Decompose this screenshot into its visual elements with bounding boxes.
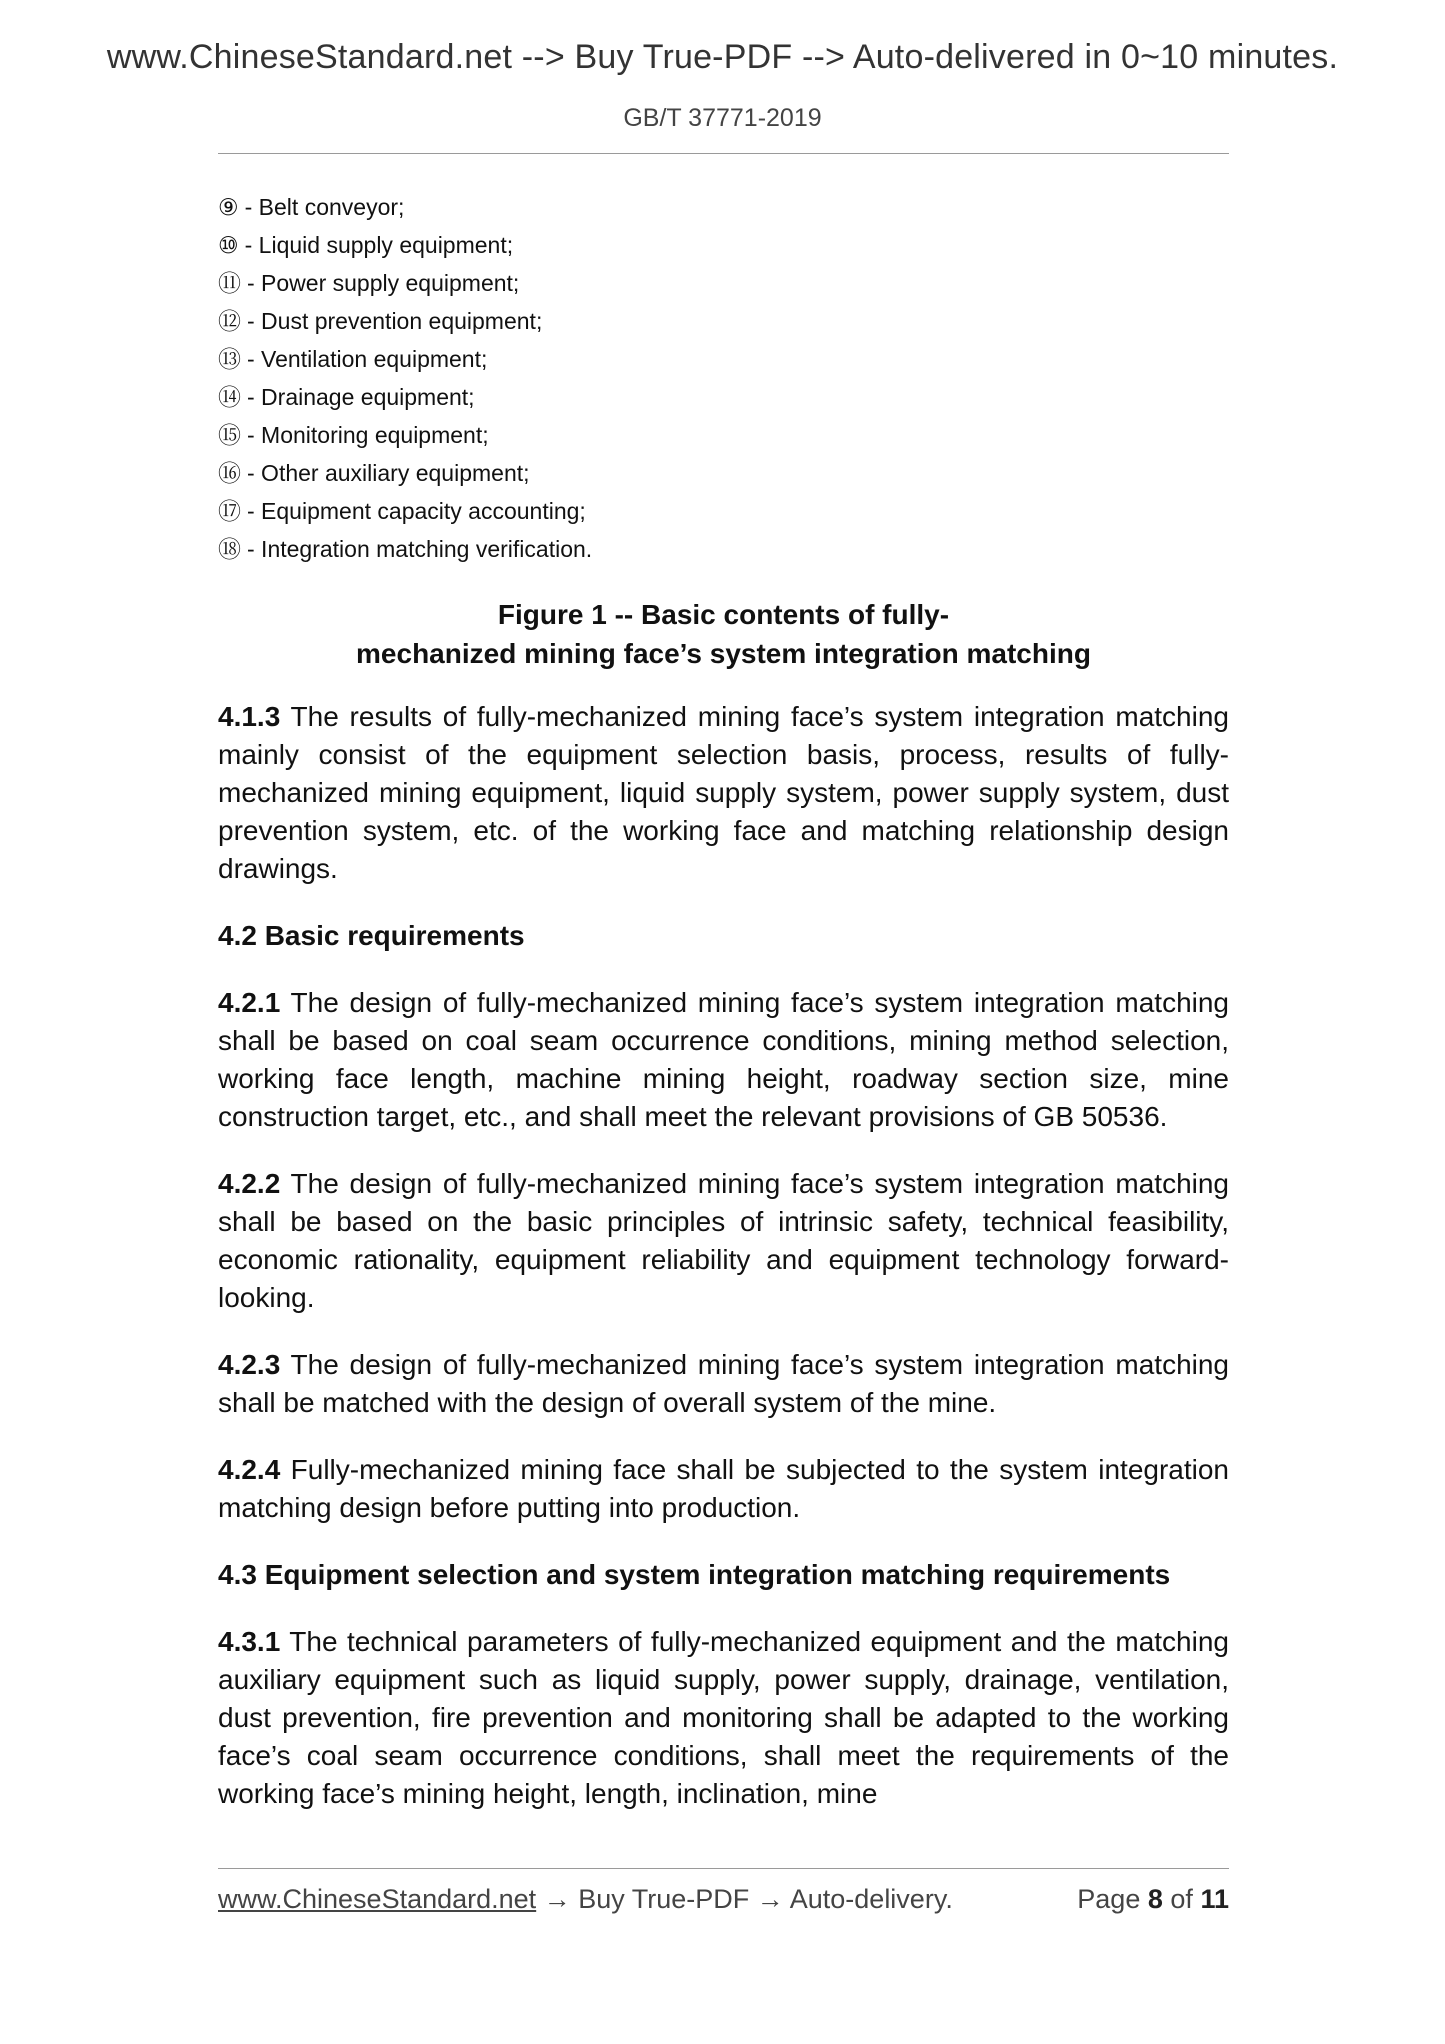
legend-text: - Monitoring equipment;: [247, 422, 489, 448]
legend-text: - Other auxiliary equipment;: [247, 460, 530, 486]
figure-caption-line-2: mechanized mining face’s system integration matching: [356, 638, 1091, 669]
figure-caption: [218, 595, 1229, 673]
section-heading-4-2: 4.2 Basic requirements: [218, 920, 525, 951]
legend-text: - Drainage equipment;: [247, 384, 475, 410]
clause-number: 4.2.2: [218, 1168, 281, 1199]
legend-text: - Dust prevention equipment;: [247, 308, 543, 334]
legend-item: [218, 492, 1228, 530]
legend-marker: ⑯: [218, 460, 241, 486]
legend-marker: ⑮: [218, 422, 241, 448]
clause-text: The results of fully-mechanized mining face’s system integration matching mainly consist of the equipment selection basis, process, results of fully-mechanized mining equipment, liquid supply system, power supply system, dust prevention system, etc. of the working face and matching relationship design drawings.: [218, 701, 1229, 884]
clause-4-2-4: [218, 1451, 1229, 1527]
page-total: 11: [1200, 1884, 1229, 1914]
legend-item: [218, 226, 1228, 264]
page-of: of: [1170, 1884, 1193, 1914]
clause-4-3-1: [218, 1623, 1229, 1813]
clause-number: 4.3.1: [218, 1626, 281, 1657]
footer-divider: [218, 1868, 1229, 1869]
legend-item: [218, 378, 1228, 416]
footer-site-link[interactable]: www.ChineseStandard.net: [218, 1884, 537, 1914]
legend-item: [218, 188, 1228, 226]
page-current: 8: [1147, 1884, 1163, 1914]
legend-item: [218, 530, 1228, 568]
page-footer: [218, 1884, 1229, 1915]
legend-text: - Belt conveyor;: [244, 194, 405, 220]
legend-marker: ⑱: [218, 536, 241, 562]
clause-number: 4.1.3: [218, 701, 281, 732]
clause-4-2-3: [218, 1346, 1229, 1422]
legend-text: - Power supply equipment;: [247, 270, 520, 296]
clause-number: 4.2.3: [218, 1349, 281, 1380]
legend-text: - Liquid supply equipment;: [244, 232, 514, 258]
legend-text: - Equipment capacity accounting;: [247, 498, 586, 524]
legend-marker: ⑩: [218, 232, 239, 258]
clause-number: 4.2.4: [218, 1454, 281, 1485]
footer-left: [218, 1884, 953, 1915]
clause-text: Fully-mechanized mining face shall be subjected to the system integration matching design before putting into production.: [218, 1454, 1229, 1523]
page-indicator: [1077, 1884, 1229, 1915]
legend-marker: ⑬: [218, 346, 241, 372]
site-banner[interactable]: www.ChineseStandard.net --> Buy True-PDF --> Auto-delivered in 0~10 minutes.: [106, 38, 1339, 76]
legend-marker: ⑨: [218, 194, 239, 220]
footer-tagline: → Buy True-PDF → Auto-delivery.: [536, 1884, 953, 1914]
legend-marker: ⑰: [218, 498, 241, 524]
legend-marker: ⑭: [218, 384, 241, 410]
clause-text: The technical parameters of fully-mechanized equipment and the matching auxiliary equipment such as liquid supply, power supply, drainage, ventilation, dust prevention, fire prevention and monitoring shall be adapted to the working face’s coal seam occurrence conditions, shall meet the requirements of the working face’s mining height, length, inclination, mine: [218, 1626, 1229, 1809]
page-word: Page: [1077, 1884, 1141, 1914]
legend-item: [218, 416, 1228, 454]
legend-text: - Ventilation equipment;: [247, 346, 488, 372]
standard-number: GB/T 37771-2019: [623, 104, 822, 132]
legend-item: [218, 340, 1228, 378]
figure-caption-line-1: Figure 1 -- Basic contents of fully-: [497, 599, 950, 630]
clause-text: The design of fully-mechanized mining face’s system integration matching shall be based on the basic principles of intrinsic safety, technical feasibility, economic rationality, equipment reliability and equipment technology forward-looking.: [218, 1168, 1230, 1313]
clause-4-2-1: [218, 984, 1229, 1136]
legend-marker: ⑪: [218, 270, 241, 296]
clause-4-2-2: [218, 1165, 1229, 1317]
clause-text: The design of fully-mechanized mining face’s system integration matching shall be based on coal seam occurrence conditions, mining method selection, working face length, machine mining height, roadway section size, mine construction target, etc., and shall meet the relevant provisions of GB 50536.: [218, 987, 1230, 1132]
section-heading-4-3: 4.3 Equipment selection and system integration matching requirements: [218, 1559, 1171, 1590]
legend-item: [218, 302, 1228, 340]
legend-item: [218, 454, 1228, 492]
document-body: [218, 698, 1229, 1842]
legend-text: - Integration matching verification.: [247, 536, 593, 562]
legend-marker: ⑫: [218, 308, 241, 334]
figure-legend: [218, 188, 1228, 568]
clause-number: 4.2.1: [218, 987, 281, 1018]
header-divider: [218, 153, 1229, 154]
clause-text: The design of fully-mechanized mining face’s system integration matching shall be matched with the design of overall system of the mine.: [218, 1349, 1230, 1418]
legend-item: [218, 264, 1228, 302]
clause-4-1-3: [218, 698, 1229, 888]
